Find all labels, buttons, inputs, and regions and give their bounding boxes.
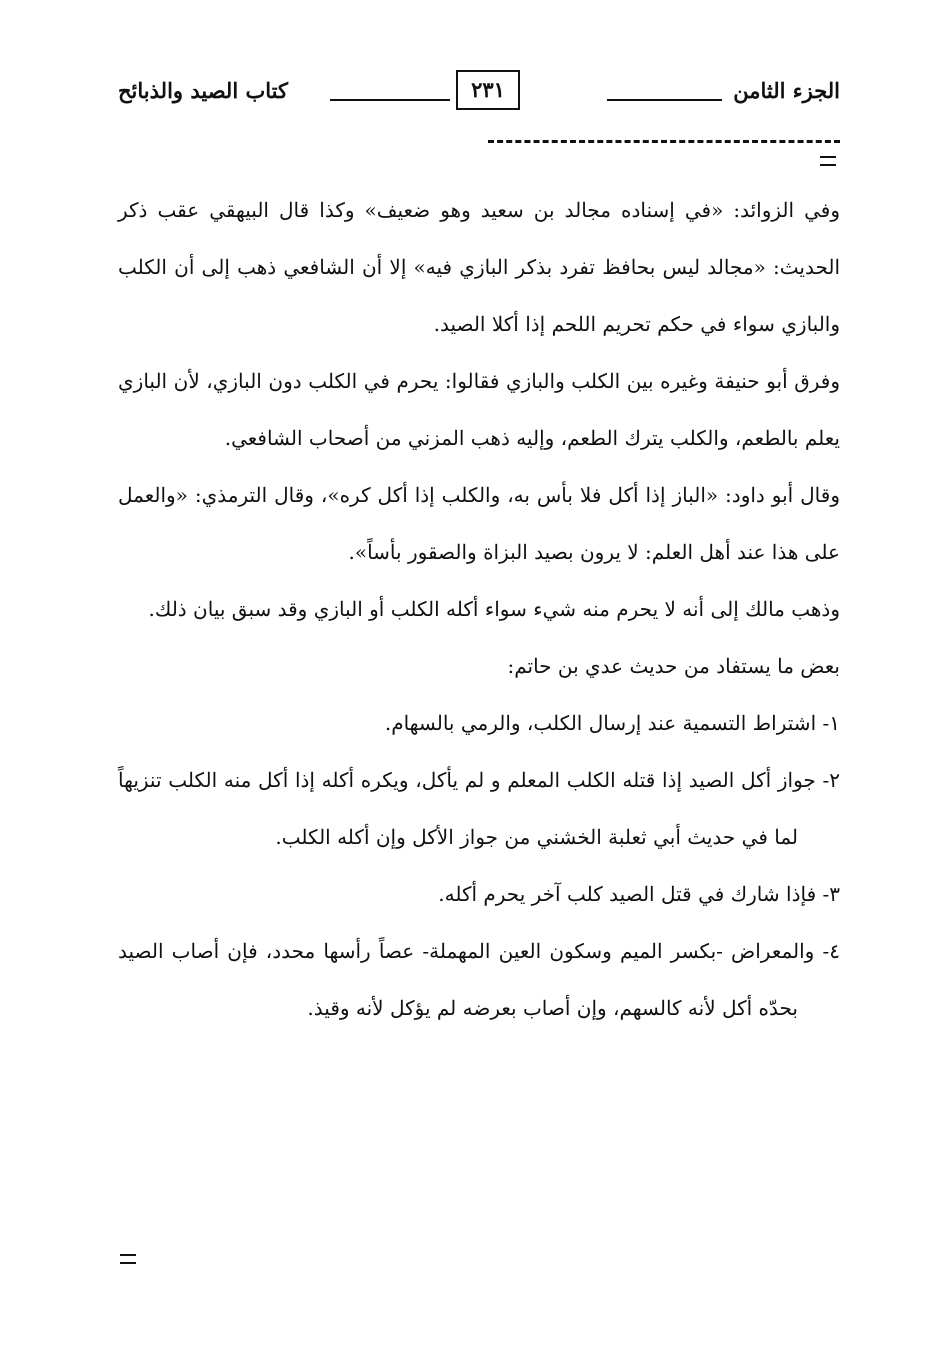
list-item: ١- اشتراط التسمية عند إرسال الكلب، والرمي بالسهام. <box>384 711 840 735</box>
header-rule-left <box>330 99 450 101</box>
paragraph-zawaid: وفي الزوائد: «في إسناده مجالد بن سعيد وهو ضعيف» وكذا قال البيهقي عقب ذكر الحديث: «مجالد ليس بحافظ تفرد بذكر البازي فيه» إلا أن الشافعي ذهب إلى أن الكلب والبازي سواء في حكم تحريم اللحم إذا أكلا الصيد. <box>118 198 841 336</box>
page-header <box>118 66 840 122</box>
header-part-label: الجزء الثامن <box>733 78 840 103</box>
continuation-mark-bottom <box>120 1254 136 1264</box>
paragraph-abu-dawud: وقال أبو داود: «الباز إذا أكل فلا بأس به، والكلب إذا أكل كره»، وقال الترمذي: «والعمل على هذا عند أهل العلم: لا يرون بصيد البزاة والصقور بأساً». <box>118 483 840 564</box>
page-number-box: ٢٣١ <box>456 70 520 110</box>
header-rule-right <box>607 99 722 101</box>
paragraph-malik: وذهب مالك إلى أنه لا يحرم منه شيء سواء أكله الكلب أو البازي وقد سبق بيان ذلك. <box>148 597 840 621</box>
page-body <box>118 182 840 1037</box>
paragraph-abu-hanifa: وفرق أبو حنيفة وغيره بين الكلب والبازي فقالوا: يحرم في الكلب دون البازي، لأن البازي يعلم بالطعم، والكلب يترك الطعم، وإليه ذهب المزني من أصحاب الشافعي. <box>118 369 840 450</box>
header-dashed-divider <box>488 140 840 143</box>
continuation-mark-top <box>820 156 836 166</box>
list-item: ٣- فإذا شارك في قتل الصيد كلب آخر يحرم أكله. <box>438 882 840 906</box>
list-item: ٤- والمعراض -بكسر الميم وسكون العين المهملة- عصاً رأسها محدد، فإن أصاب الصيد بحدّه أكل لأنه كالسهم، وإن أصاب بعرضه لم يؤكل لأنه وقيذ. <box>118 939 840 1020</box>
benefits-heading: بعض ما يستفاد من حديث عدي بن حاتم: <box>507 654 840 678</box>
list-item: ٢- جواز أكل الصيد إذا قتله الكلب المعلم و لم يأكل، ويكره أكله إذا أكل منه الكلب تنزيهاً لما في حديث أبي ثعلبة الخشني من جواز الأكل وإن أكله الكلب. <box>118 768 840 849</box>
header-book-title: كتاب الصيد والذبائح <box>118 78 288 103</box>
